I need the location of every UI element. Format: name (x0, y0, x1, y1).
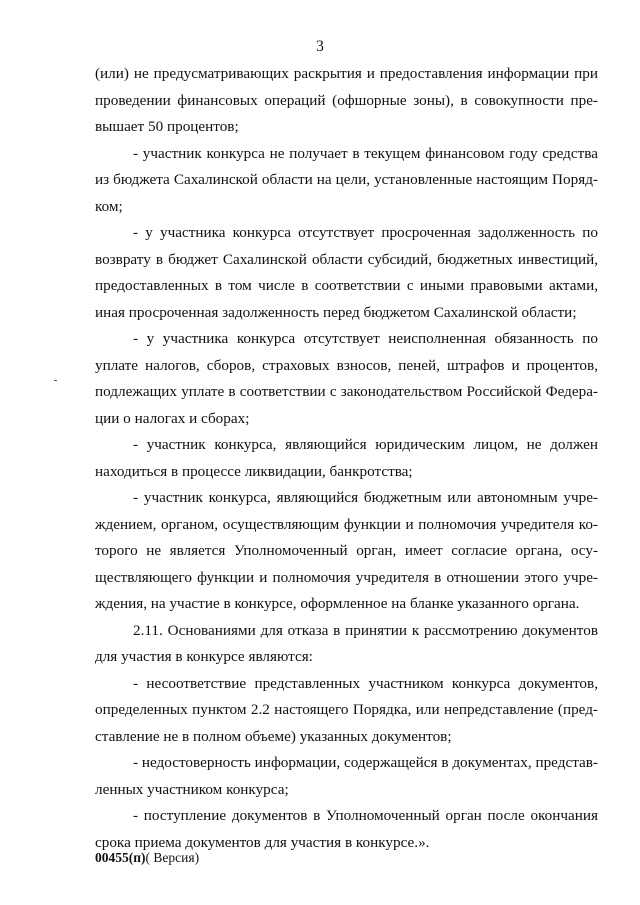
text-line: проведении финансовых операций (офшорные зоны), в совокупности пре- (95, 91, 598, 109)
document-footer (95, 850, 199, 866)
text-line: находиться в процессе ликвидации, банкротства; (95, 462, 413, 480)
text-line: - участник конкурса, являющийся бюджетным или автономным учре- (133, 489, 598, 506)
text-line: уплате налогов, сборов, страховых взносов, пеней, штрафов и процентов, (95, 356, 598, 374)
text-line: ком; (95, 197, 123, 215)
text-line: вышает 50 процентов; (95, 118, 239, 135)
text-line: для участия в конкурсе являются: (95, 648, 313, 665)
text-line: ленных участником конкурса; (95, 780, 289, 798)
text-line: ществляющего функции и полномочия учредителя в отношении этого учре- (95, 568, 598, 586)
page-number: 3 (316, 38, 324, 55)
document-code: 00455(п) (95, 850, 146, 865)
text-line: ждения, на участие в конкурсе, оформленное на бланке указанного органа. (95, 595, 580, 612)
text-line: срока приема документов для участия в конкурсе.». (95, 833, 430, 851)
text-line: - у участника конкурса отсутствует неисполненная обязанность по (133, 330, 598, 347)
document-version: ( Версия) (145, 850, 200, 865)
text-line: 2.11. Основаниями для отказа в принятии к рассмотрению документов (133, 621, 598, 639)
text-line: иная просроченная задолженность перед бюджетом Сахалинской области; (95, 303, 577, 321)
text-line: - участник конкурса не получает в текущем финансовом году средства (133, 144, 598, 162)
document-body (95, 61, 598, 856)
text-line: из бюджета Сахалинской области на цели, установленные настоящим Поряд- (95, 171, 598, 188)
text-line: - участник конкурса, являющийся юридическим лицом, не должен (133, 436, 598, 453)
text-line: ждением, органом, осуществляющим функции и полномочия учредителя ко- (95, 515, 598, 533)
text-line: ции о налогах и сборах; (95, 409, 250, 427)
text-line: (или) не предусматривающих раскрытия и предоставления информации при (95, 65, 598, 82)
text-line: определенных пунктом 2.2 настоящего Порядка, или непредставление (пред- (95, 701, 598, 718)
text-line: - поступление документов в Уполномоченный орган после окончания (133, 807, 598, 824)
text-line: возврату в бюджет Сахалинской области субсидий, бюджетных инвестиций, (95, 250, 598, 268)
margin-mark (54, 380, 57, 381)
text-line: - недостоверность информации, содержащейся в документах, представ- (133, 754, 598, 771)
text-line: торого не является Уполномоченный орган, имеет согласие органа, осу- (95, 542, 598, 559)
text-line: ставление не в полном объеме) указанных документов; (95, 727, 452, 745)
text-line: - у участника конкурса отсутствует просроченная задолженность по (133, 224, 598, 241)
text-line: предоставленных в том числе в соответствии с иными правовыми актами, (95, 277, 598, 294)
text-line: подлежащих уплате в соответствии с законодательством Российской Федера- (95, 383, 598, 400)
text-line: - несоответствие представленных участником конкурса документов, (133, 674, 598, 692)
